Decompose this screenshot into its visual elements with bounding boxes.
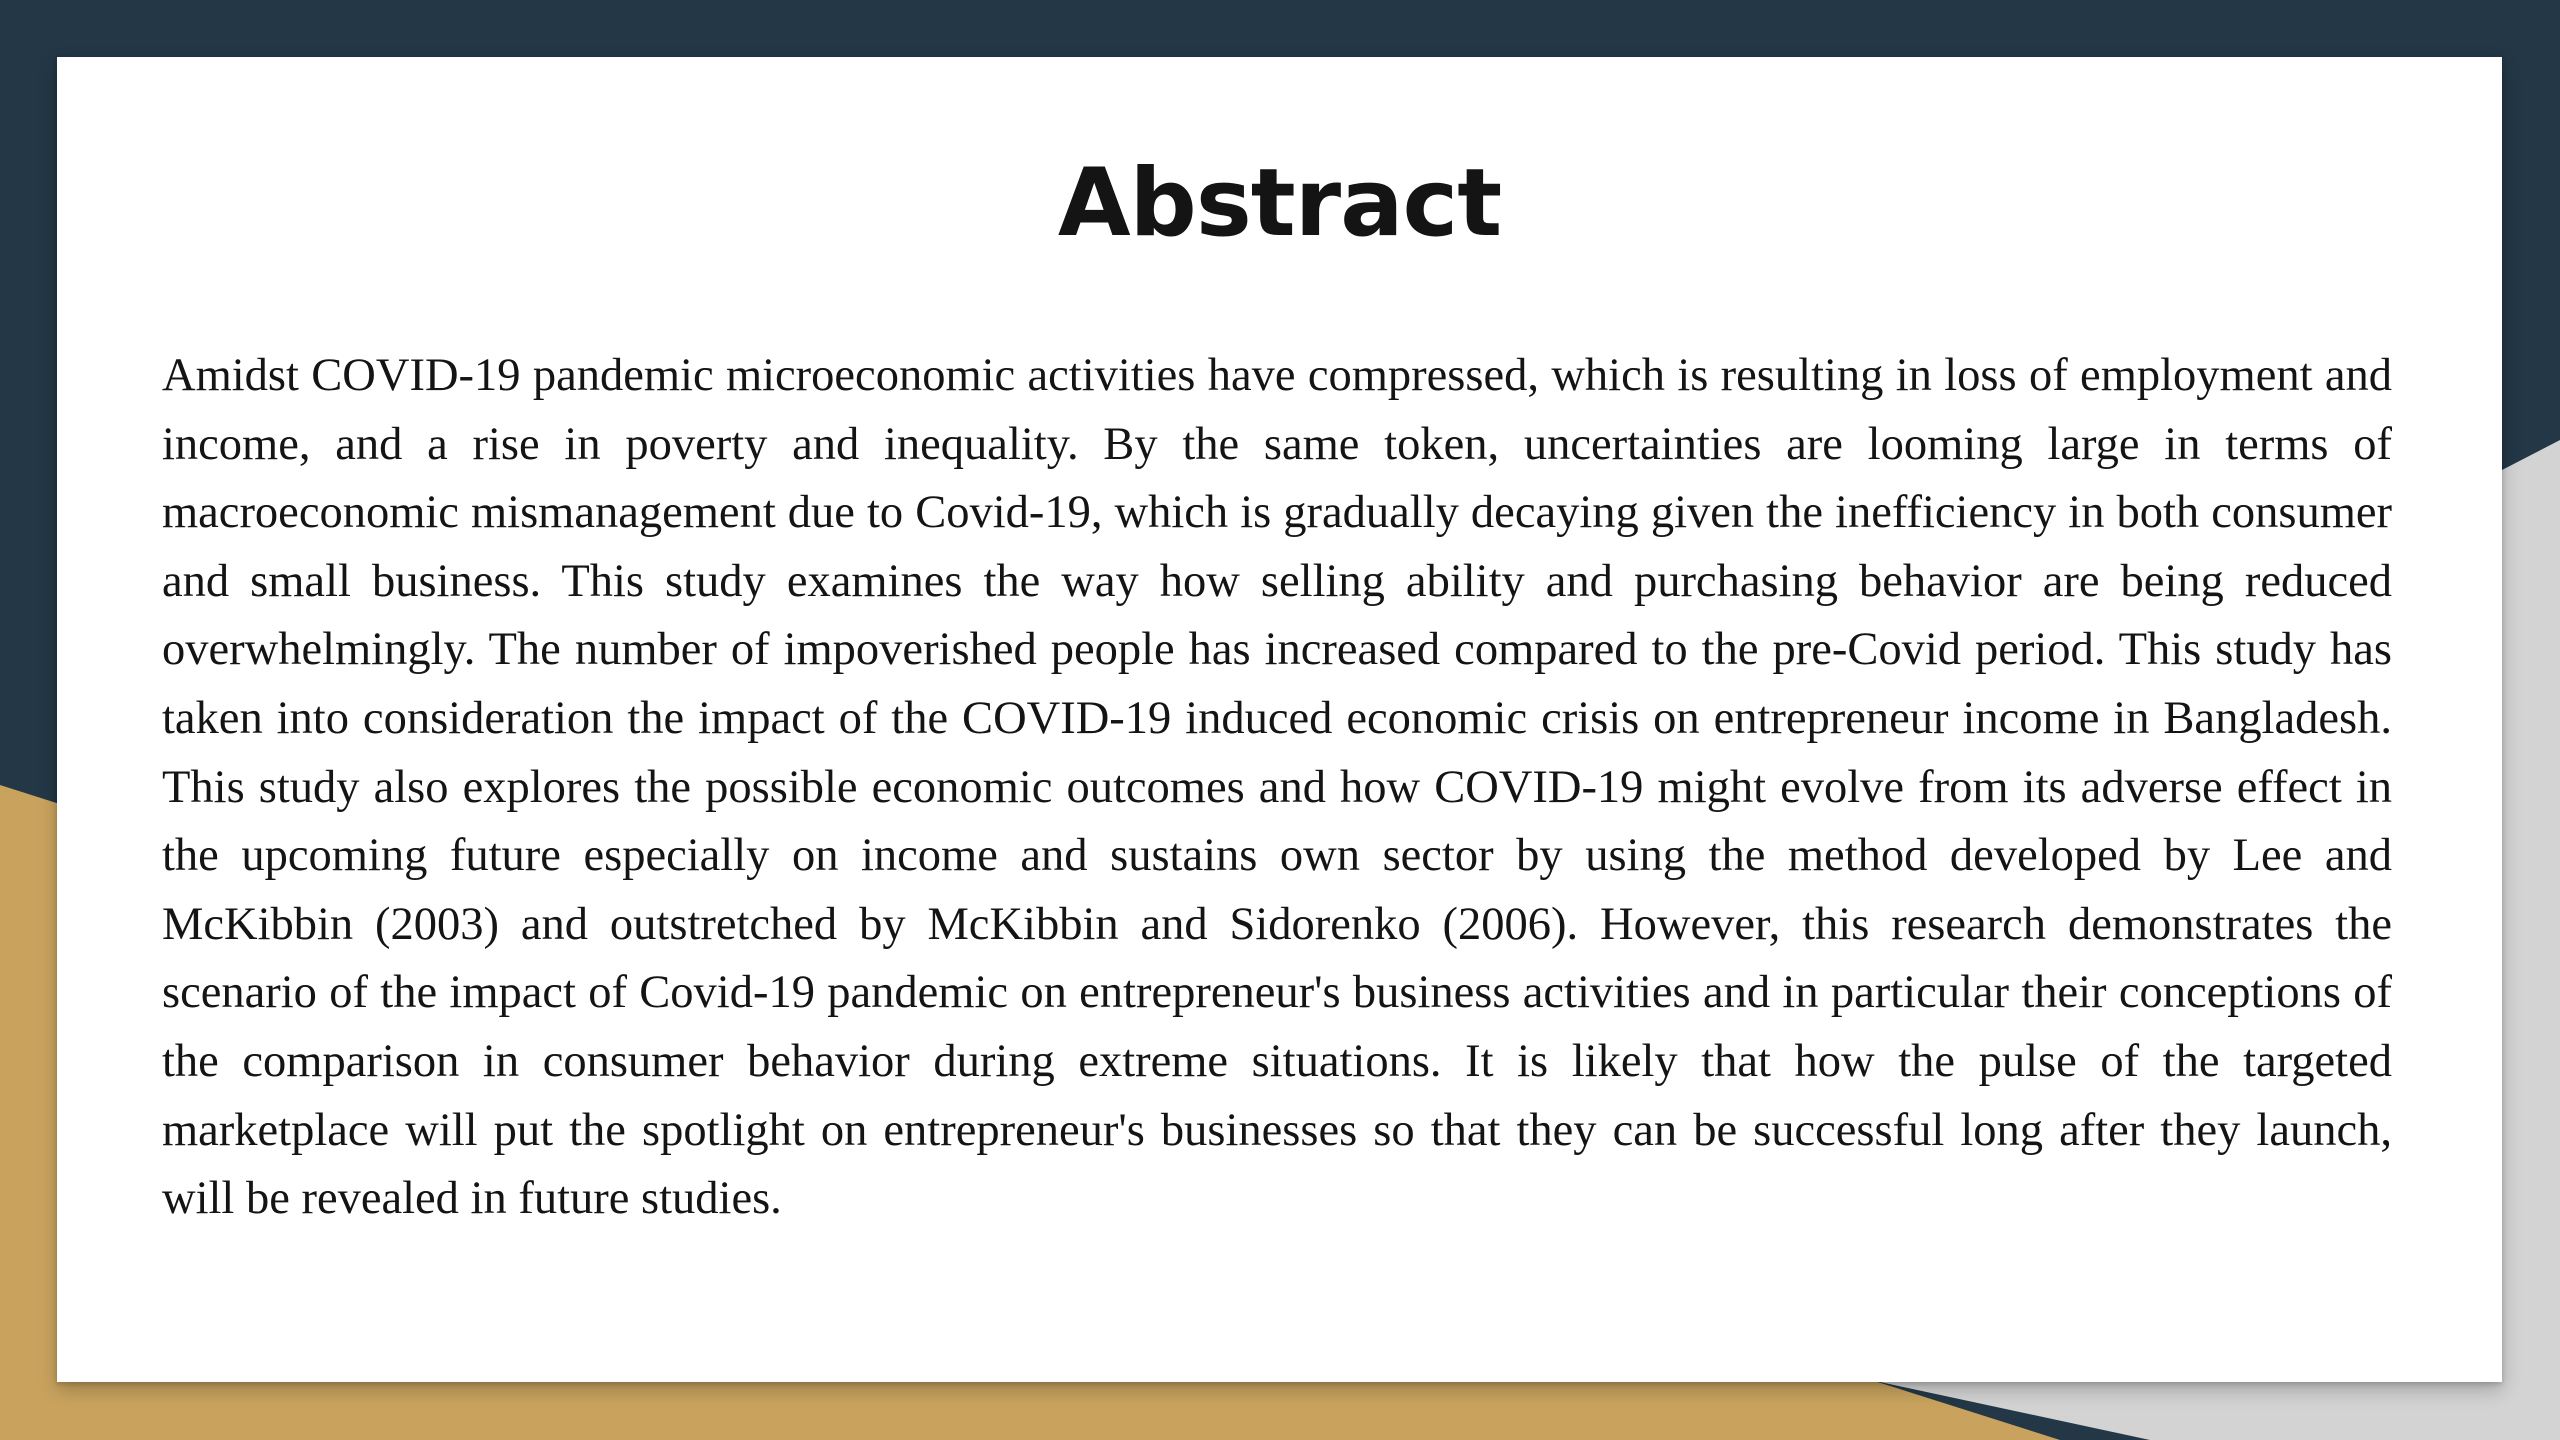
slide-title: Abstract (1057, 149, 1502, 258)
slide-card (57, 57, 2502, 1382)
abstract-body-text: Amidst COVID-19 pandemic microeconomic activities have compressed, which is resulting in loss of employment and income, and a rise in poverty and inequality. By the same token, uncertainties are looming large in terms of macroeconomic mismanagement due to Covid-19, which is gradually decaying given the inefficiency in both consumer and small business. This study examines the way how selling ability and purchasing behavior are being reduced overwhelmingly. The number of impoverished people has increased compared to the pre-Covid period. This study has taken into consideration the impact of the COVID-19 induced economic crisis on entrepreneur income in Bangladesh. This study also explores the possible economic outcomes and how COVID-19 might evolve from its adverse effect in the upcoming future especially on income and sustains own sector by using the method developed by Lee and McKibbin (2003) and outstretched by McKibbin and Sidorenko (2006). However, this research demonstrates the scenario of the impact of Covid-19 pandemic on entrepreneur's business activities and in particular their conceptions of the comparison in consumer behavior during extreme situations. It is likely that how the pulse of the targeted marketplace will put the spotlight on entrepreneur's businesses so that they can be successful long after they launch, will be revealed in future studies. (162, 350, 2392, 1225)
